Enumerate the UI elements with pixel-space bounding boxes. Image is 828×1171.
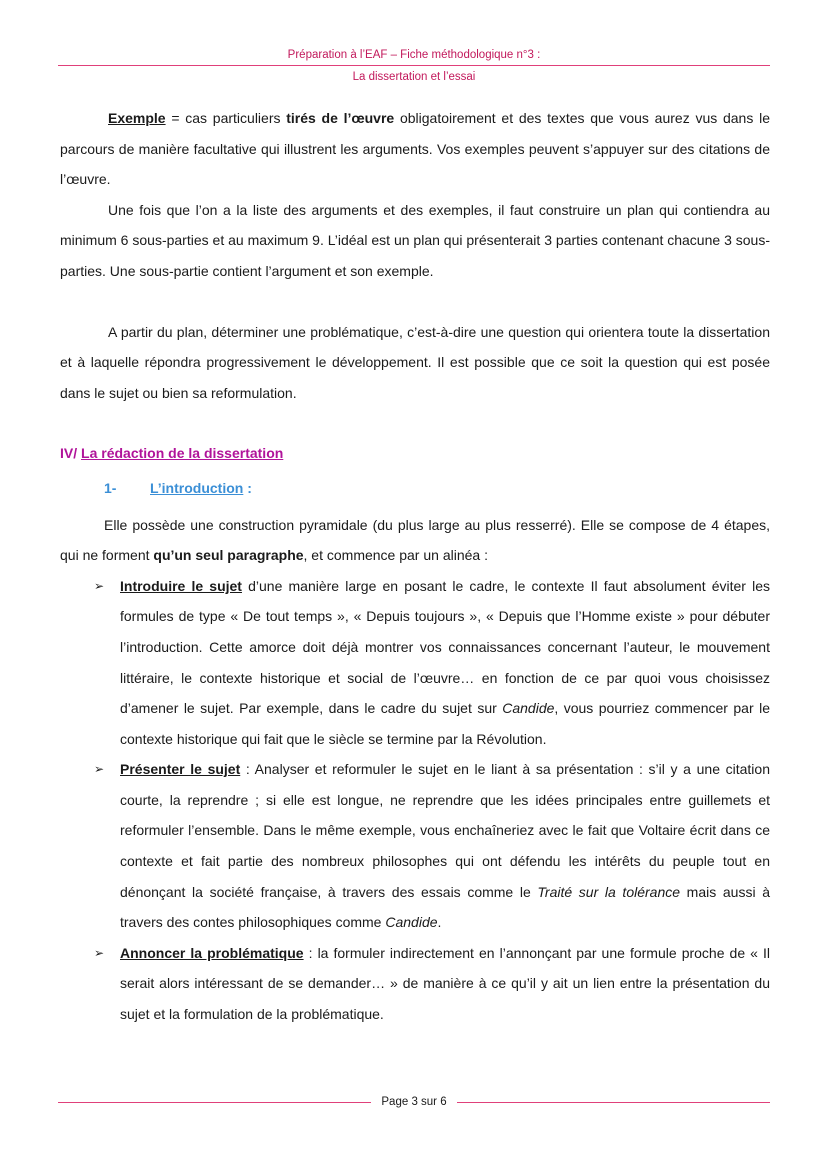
footer-divider-right [457,1102,770,1103]
arrow-bullet-icon: ➢ [94,945,105,960]
subsection-title: L’introduction [150,479,244,496]
page-number: Page 3 sur 6 [381,1096,447,1108]
steps-list [60,571,770,1030]
footer-divider-left [58,1102,371,1103]
header-title: Préparation à l’EAF – Fiche méthodologique n°3 : [287,49,541,61]
spacer [60,287,770,317]
section-title: La rédaction de la dissertation [81,445,284,462]
italic-span: Candide [385,914,438,931]
bold-span: tirés de l’œuvre [286,110,395,126]
arrow-bullet-icon: ➢ [94,762,105,777]
section-heading [60,438,770,469]
paragraph-exemple [60,103,770,195]
italic-span: Traité sur la tolérance [537,883,681,900]
list-item [60,754,770,938]
section-number: IV/ [60,445,82,462]
list-item [60,571,770,755]
subsection-number: 1- [104,479,117,496]
text-span: = cas particuliers [165,110,287,126]
subsection-colon: : [243,479,252,496]
italic-span: Candide [502,700,555,717]
text-span: d’une manière large en posant le cadre, le contexte Il faut absolument éviter les formules de type « De tout temps », « Depuis toujours », « Depuis que l’Homme existe » pour débuter l’introduction. Cette amorce doit déjà montrer vos connaissances concernant l’auteur, le mouvement littéraire, le contexte historique et social de l’œuvre… en fonction de ce par quoi vous choisissez d’amener le sujet. Par exemple, dans le cadre du sujet sur [120,577,770,717]
arrow-bullet-icon: ➢ [94,578,105,593]
text-span: Elle possède une construction pyramidale (du plus large au plus resserré). Elle se compose de 4 étapes, qui ne forment [60,516,770,564]
page-footer [58,1096,770,1108]
term-exemple: Exemple [108,110,166,126]
text-span: , et commence par un alinéa : [303,547,488,564]
step-term: Présenter le sujet [120,761,241,778]
text-span: : Analyser et reformuler le sujet en le liant à sa présentation : s’il y a une citation courte, la reprendre ; si elle est longue, ne reprendre que les idées principales entre guillemets et reformuler l’ensemble. Dans le même exemple, vous enchaîneriez avec le fait que Voltaire écrit dans ce contexte et fait partie des nombreux philosophes qui ont défendu les intérêts du peuple tout en dénonçant la société française, à travers des essais comme le [120,761,770,900]
paragraph-problematique: A partir du plan, déterminer une problématique, c’est-à-dire une question qui orientera toute la dissertation et à laquelle répondra progressivement le développement. Il est possible que ce soit la question qui est posée dans le sujet ou bien sa reformulation. [60,323,770,401]
text-span: . [437,914,442,931]
page-header [58,48,770,85]
spacer [60,408,770,438]
paragraph-plan: Une fois que l’on a la liste des arguments et des exemples, il faut construire un plan qui contiendra au minimum 6 sous-parties et au maximum 9. L’idéal est un plan qui présenterait 3 parties contenant chacune 3 sous-parties. Une sous-partie contient l’argument et son exemple. [60,201,770,279]
text-span: : la formuler indirectement en l’annonçant par une formule proche de « Il serait alors intéressant de se demander… » de manière à ce qu’il y ait un lien entre la présentation du sujet et la formulation de la problématique. [120,944,770,1023]
document-body [60,103,770,1030]
header-subtitle: La dissertation et l’essai [352,71,476,83]
bold-span: qu’un seul paragraphe [153,547,304,564]
step-term: Annoncer la problématique [120,944,304,961]
subsection-heading [60,473,770,504]
header-divider [58,65,770,66]
list-item [60,938,770,1030]
text-span: mais aussi à travers des contes philosophiques comme [120,883,770,931]
step-term: Introduire le sujet [120,577,242,594]
text-span: , vous pourriez commencer par le contexte historique qui fait que le siècle se termine par la Révolution. [120,700,770,747]
paragraph-intro [60,510,770,571]
text-span: obligatoirement et des textes que vous aurez vus dans le parcours de manière facultative qui illustrent les arguments. Vos exemples peuvent s’appuyer sur des citations de l’œuvre. [60,110,770,188]
